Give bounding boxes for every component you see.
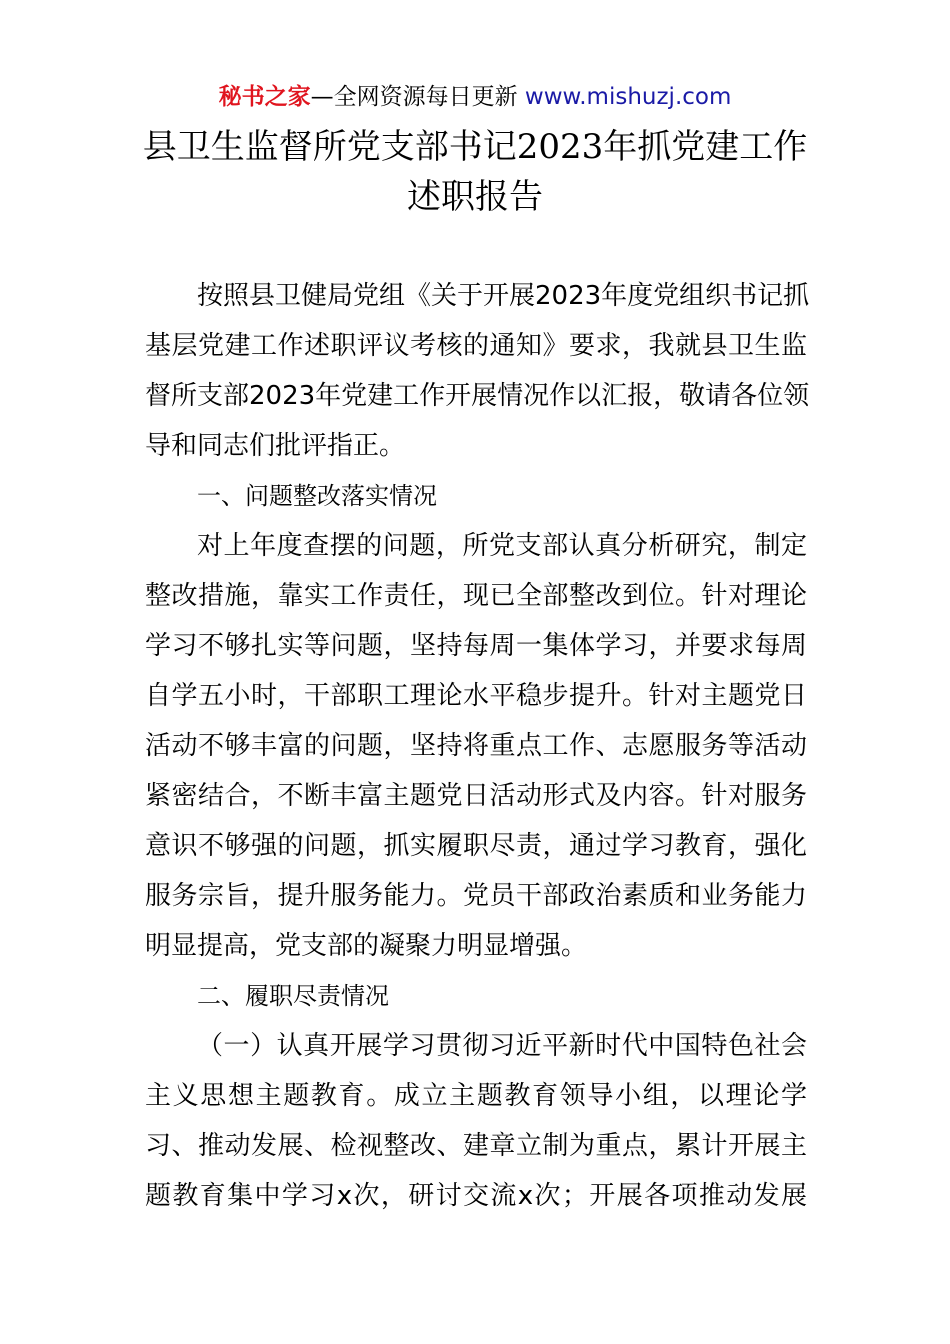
site-header bbox=[0, 80, 950, 114]
paragraph-line: 整改措施，靠实工作责任，现已全部整改到位。针对理论 bbox=[145, 581, 807, 611]
title-line-1: 县卫生监督所党支部书记2023年抓党建工作 bbox=[142, 127, 808, 167]
document-body bbox=[145, 271, 810, 1221]
section-heading: 一、问题整改落实情况 bbox=[197, 482, 437, 510]
paragraph bbox=[145, 1021, 807, 1221]
paragraph-line: 习、推动发展、检视整改、建章立制为重点，累计开展主 bbox=[145, 1131, 807, 1161]
document-title bbox=[0, 122, 950, 222]
header-tagline: —全网资源每日更新 bbox=[310, 84, 518, 110]
paragraph-line: 对上年度查摆的问题，所党支部认真分析研究，制定 bbox=[197, 531, 807, 561]
paragraph-line: 意识不够强的问题，抓实履职尽责，通过学习教育，强化 bbox=[145, 831, 807, 861]
title-line-2: 述职报告 bbox=[407, 177, 543, 217]
section-heading: 二、履职尽责情况 bbox=[197, 982, 389, 1010]
paragraph-line: （一）认真开展学习贯彻习近平新时代中国特色社会 bbox=[197, 1031, 807, 1061]
paragraph-line: 自学五小时，干部职工理论水平稳步提升。针对主题党日 bbox=[145, 681, 807, 711]
paragraph-line: 督所支部2023年党建工作开展情况作以汇报，敬请各位领 bbox=[145, 381, 810, 411]
paragraph-line: 服务宗旨，提升服务能力。党员干部政治素质和业务能力 bbox=[145, 881, 807, 911]
paragraph-line: 题教育集中学习x次，研讨交流x次；开展各项推动发展 bbox=[145, 1181, 807, 1211]
paragraph bbox=[145, 271, 810, 471]
site-url-link[interactable]: www.mishuzj.com bbox=[524, 84, 732, 110]
brand-name: 秘书之家 bbox=[218, 84, 311, 110]
paragraph-line: 学习不够扎实等问题，坚持每周一集体学习，并要求每周 bbox=[145, 631, 807, 661]
paragraph-line: 紧密结合，不断丰富主题党日活动形式及内容。针对服务 bbox=[145, 781, 807, 811]
paragraph-line: 明显提高，党支部的凝聚力明显增强。 bbox=[145, 931, 588, 961]
paragraph-line: 基层党建工作述职评议考核的通知》要求，我就县卫生监 bbox=[145, 331, 807, 361]
paragraph-line: 活动不够丰富的问题，坚持将重点工作、志愿服务等活动 bbox=[145, 731, 807, 761]
paragraph-line: 主义思想主题教育。成立主题教育领导小组，以理论学 bbox=[145, 1081, 807, 1111]
paragraph bbox=[145, 521, 807, 971]
paragraph-line: 导和同志们批评指正。 bbox=[145, 431, 406, 461]
paragraph-line: 按照县卫健局党组《关于开展2023年度党组织书记抓 bbox=[197, 281, 810, 311]
